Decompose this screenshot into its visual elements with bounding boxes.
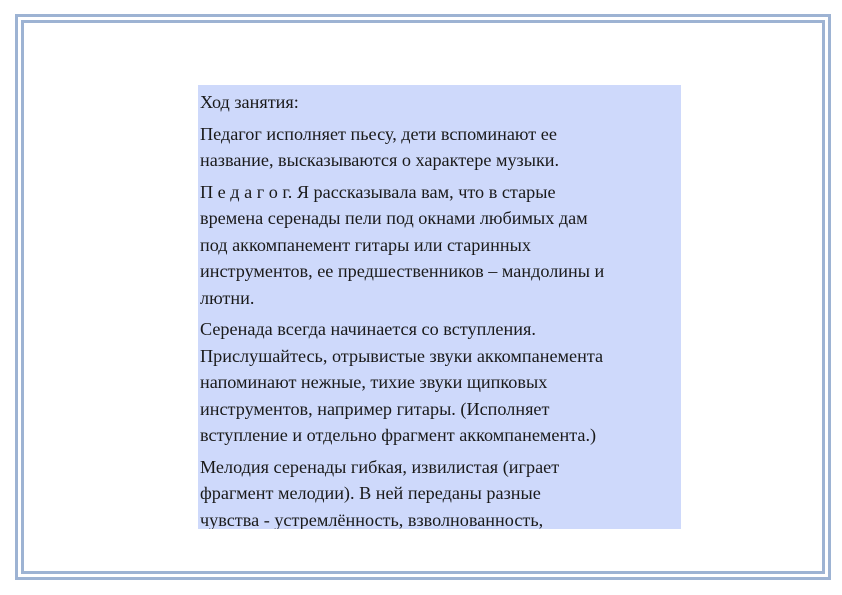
paragraph-heading	[200, 89, 681, 116]
text-line: Серенада всегда начинается со вступления.	[200, 319, 536, 339]
text-line: Мелодия серенады гибкая, извилистая (играет	[200, 456, 560, 477]
text-line: название, высказываются о характере музыки.	[200, 150, 560, 170]
text-line: напоминают нежные, тихие звуки щипковых	[200, 372, 548, 392]
text-line: фрагмент мелодии). В ней переданы разные	[200, 483, 541, 503]
text-line: лютни.	[200, 287, 255, 308]
paragraph-teacher-story	[200, 179, 681, 312]
text-line: П е д а г о г. Я рассказывала вам, что в старые	[200, 181, 556, 202]
text-line: под аккомпанемент гитары или старинных	[200, 234, 531, 255]
text-line: инструментов, ее предшественников – мандолины и	[200, 261, 605, 281]
lesson-text-block	[198, 85, 681, 529]
paragraph-melody	[200, 454, 681, 530]
paragraph-teacher-plays	[200, 121, 681, 174]
text-line: Педагог исполняет пьесу, дети вспоминают ее	[200, 123, 557, 144]
paragraph-serenade-intro	[200, 316, 681, 449]
text-line: времена серенады пели под окнами любимых дам	[200, 208, 588, 228]
text-line: чувства - устремлённость, взволнованность,	[200, 509, 544, 529]
text-line: вступление и отдельно фрагмент аккомпанемента.)	[200, 425, 597, 445]
text-line: инструментов, например гитары. (Исполняет	[200, 398, 550, 419]
text-line: Прислушайтесь, отрывистые звуки аккомпанемента	[200, 345, 604, 366]
text-line: Ход занятия:	[200, 92, 299, 112]
